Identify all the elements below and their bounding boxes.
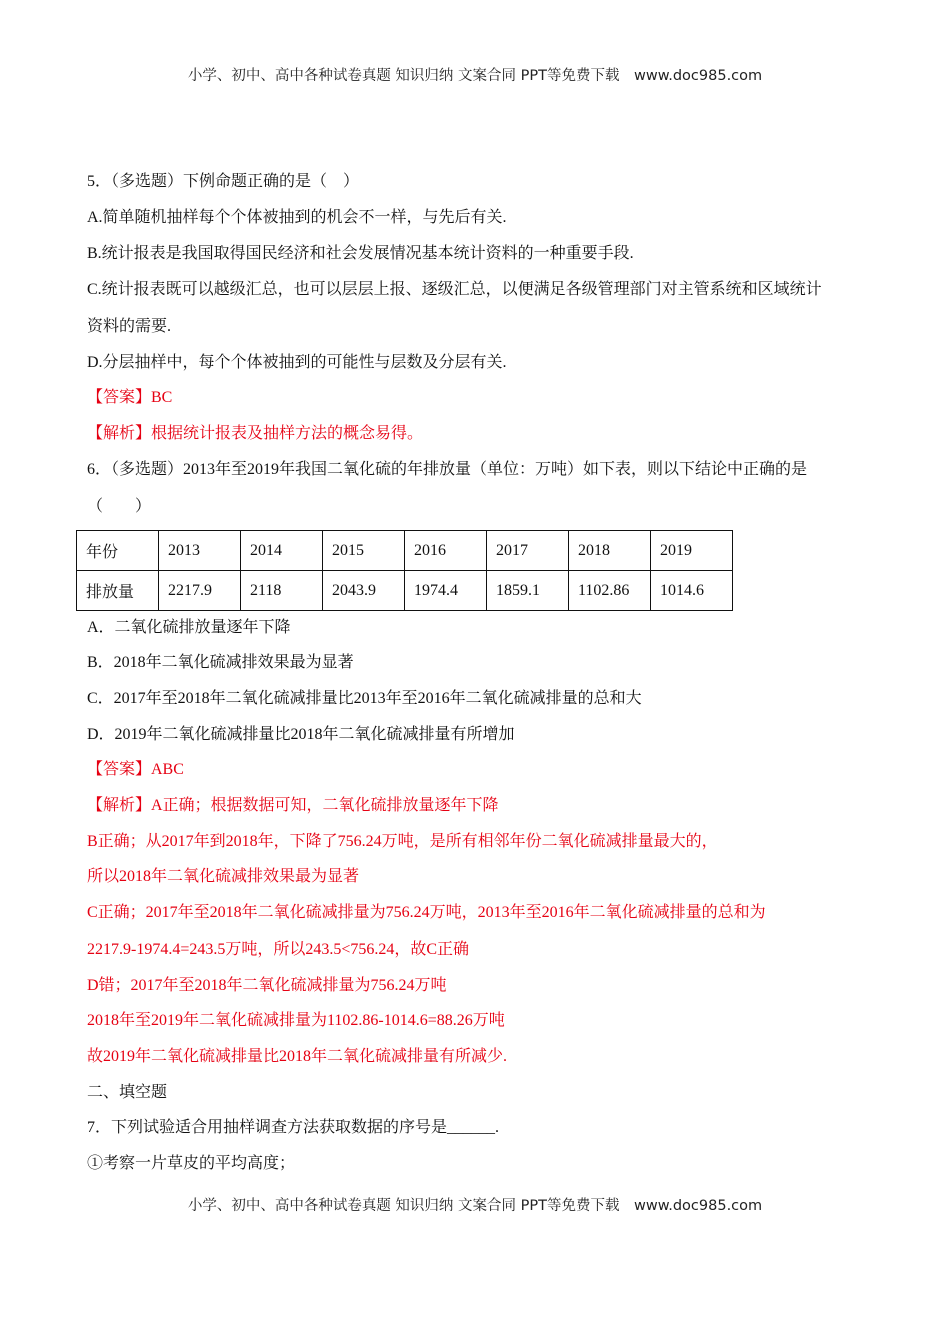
q6-analysis-line: 所以2018年二氧化硫减排效果最为显著 — [87, 868, 360, 885]
table-cell: 排放量 — [77, 571, 159, 611]
table-cell: 2018 — [569, 531, 651, 571]
table-row — [77, 531, 733, 571]
q6-analysis-line: C正确；2017年至2018年二氧化硫减排量为756.24万吨，2013年至2016年二氧化硫减排量的总和为 — [87, 904, 766, 921]
table-cell: 2019 — [651, 531, 733, 571]
q6-option-d: D．2019年二氧化硫减排量比2018年二氧化硫减排量有所增加 — [87, 726, 515, 743]
q6-paren: （ ） — [87, 498, 152, 515]
table-cell: 2017 — [487, 531, 569, 571]
table-cell: 1014.6 — [651, 571, 733, 611]
table-cell: 2016 — [405, 531, 487, 571]
table-row — [77, 571, 733, 611]
q6-answer: 【答案】ABC — [87, 761, 184, 778]
table-cell: 2013 — [159, 531, 241, 571]
q6-option-a: A．二氧化硫排放量逐年下降 — [87, 619, 291, 636]
q6-analysis-line: B正确；从2017年到2018年，下降了756.24万吨，是所有相邻年份二氧化硫减排量最大的， — [87, 833, 718, 850]
q5-answer: 【答案】BC — [87, 389, 173, 406]
q5-option-c: C.统计报表既可以越级汇总，也可以层层上报、逐级汇总，以便满足各级管理部门对主管系统和区域统计 — [87, 281, 822, 298]
page-header: 小学、初中、高中各种试卷真题 知识归纳 文案合同 PPT等免费下载 www.doc985.com — [187, 68, 763, 84]
q5-option-c-cont: 资料的需要. — [87, 318, 172, 335]
table-cell: 2217.9 — [159, 571, 241, 611]
q6-option-b: B．2018年二氧化硫减排效果最为显著 — [87, 654, 354, 671]
q6-option-c: C．2017年至2018年二氧化硫减排量比2013年至2016年二氧化硫减排量的总和大 — [87, 690, 642, 707]
page-footer: 小学、初中、高中各种试卷真题 知识归纳 文案合同 PPT等免费下载 www.doc985.com — [187, 1198, 763, 1214]
q7-item-1: ①考察一片草皮的平均高度； — [87, 1155, 296, 1172]
table-cell: 1102.86 — [569, 571, 651, 611]
table-cell: 2043.9 — [323, 571, 405, 611]
q6-analysis-line: D错；2017年至2018年二氧化硫减排量为756.24万吨 — [87, 977, 447, 994]
q5-stem: 5．（多选题）下例命题正确的是（ ） — [87, 173, 360, 190]
table-cell: 1859.1 — [487, 571, 569, 611]
table-cell: 2014 — [241, 531, 323, 571]
q6-analysis-line: 【解析】A正确；根据数据可知，二氧化硫排放量逐年下降 — [87, 797, 499, 814]
q5-option-a: A.简单随机抽样每个个体被抽到的机会不一样，与先后有关. — [87, 209, 507, 226]
section-heading: 二、填空题 — [87, 1084, 168, 1101]
table-cell: 1974.4 — [405, 571, 487, 611]
table-cell: 年份 — [77, 531, 159, 571]
q7-stem: 7．下列试验适合用抽样调查方法获取数据的序号是______. — [87, 1119, 500, 1136]
q6-analysis-line: 2018年至2019年二氧化硫减排量为1102.86-1014.6=88.26万吨 — [87, 1012, 505, 1029]
emission-table — [76, 530, 733, 611]
q5-analysis: 【解析】根据统计报表及抽样方法的概念易得。 — [87, 425, 424, 442]
q6-analysis-line: 2217.9-1974.4=243.5万吨，所以243.5<756.24，故C正确 — [87, 941, 470, 958]
q6-stem: 6．（多选题）2013年至2019年我国二氧化硫的年排放量（单位：万吨）如下表，则以下结论中正确的是 — [87, 461, 808, 478]
table-cell: 2118 — [241, 571, 323, 611]
q5-option-b: B.统计报表是我国取得国民经济和社会发展情况基本统计资料的一种重要手段. — [87, 245, 634, 262]
table-cell: 2015 — [323, 531, 405, 571]
q6-analysis-line: 故2019年二氧化硫减排量比2018年二氧化硫减排量有所减少. — [87, 1048, 508, 1065]
q5-option-d: D.分层抽样中，每个个体被抽到的可能性与层数及分层有关. — [87, 354, 507, 371]
